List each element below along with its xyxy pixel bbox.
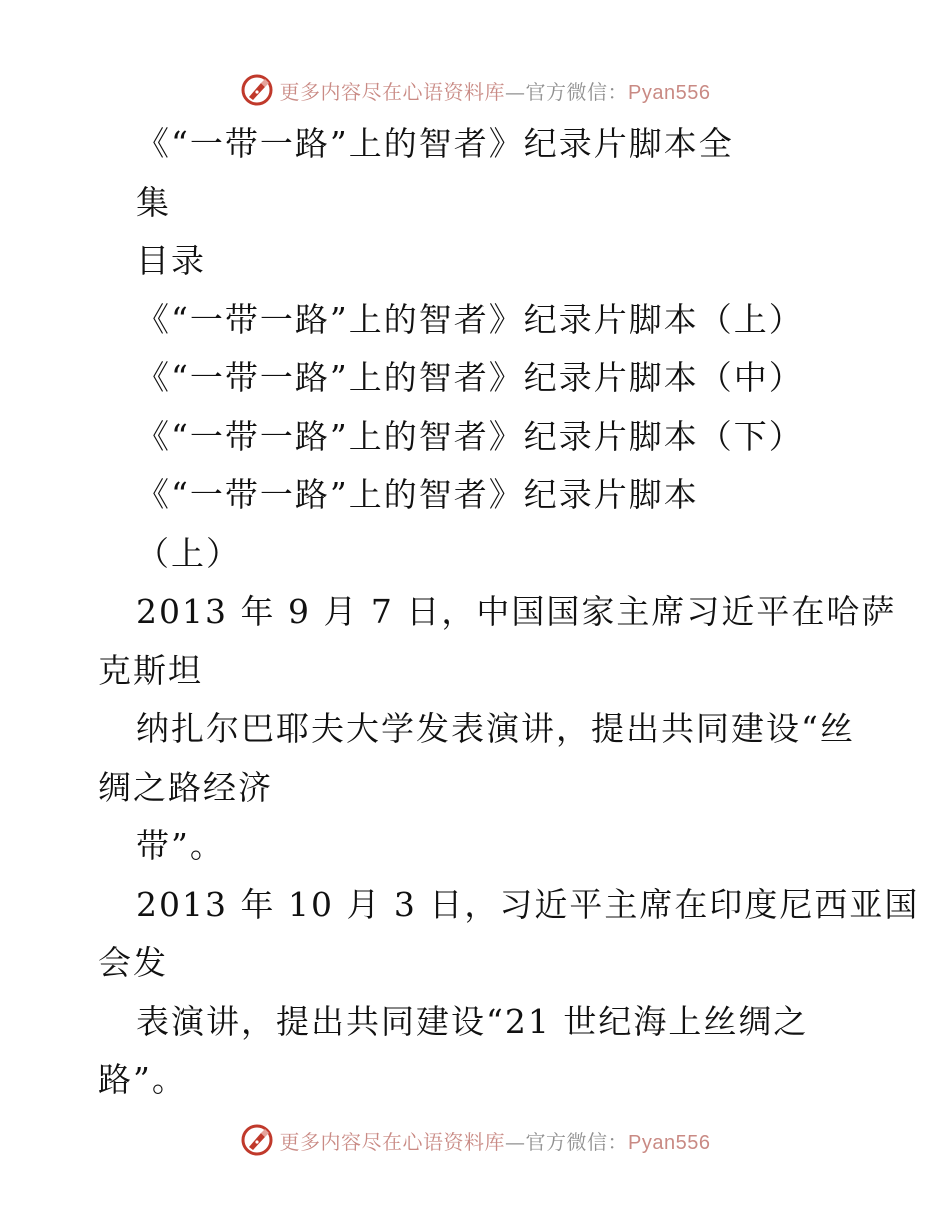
paragraph-5-line-2: 路”。 [98, 1060, 187, 1099]
toc-item-1: 《“一带一路”上的智者》纪录片脚本（上） [136, 300, 804, 339]
header-wechat-id: Pyan556 [628, 81, 711, 104]
doc-title-line-2: 集 [136, 183, 171, 222]
paragraph-4-line-2: 会发 [98, 943, 168, 982]
paragraph-2-line-2: 绸之路经济 [98, 768, 273, 807]
paragraph-4-line-1: 2013 年 10 月 3 日，习近平主席在印度尼西亚国 [136, 885, 920, 924]
toc-heading: 目录 [136, 241, 206, 280]
section-heading-line-2: （上） [136, 534, 241, 573]
footer-banner [0, 1122, 950, 1158]
footer-wechat-id: Pyan556 [628, 1131, 711, 1154]
doc-title-line-1: 《“一带一路”上的智者》纪录片脚本全 [136, 124, 734, 163]
footer-text: 更多内容尽在心语资料库—官方微信：Pyan556 [279, 1129, 711, 1154]
header-text: 更多内容尽在心语资料库—官方微信：Pyan556 [279, 79, 711, 104]
pen-nib-icon [240, 73, 274, 107]
paragraph-2-line-1: 纳扎尔巴耶夫大学发表演讲，提出共同建设“丝 [136, 709, 855, 748]
toc-item-3: 《“一带一路”上的智者》纪录片脚本（下） [136, 417, 804, 456]
pen-nib-icon [240, 1123, 274, 1157]
paragraph-1-line-2: 克斯坦 [98, 651, 203, 690]
header-banner [0, 72, 950, 108]
section-heading-line-1: 《“一带一路”上的智者》纪录片脚本 [136, 475, 699, 514]
toc-item-2: 《“一带一路”上的智者》纪录片脚本（中） [136, 358, 804, 397]
paragraph-5-line-1: 表演讲，提出共同建设“21 世纪海上丝绸之 [136, 1002, 809, 1041]
paragraph-3-line-1: 带”。 [136, 826, 225, 865]
paragraph-1-line-1: 2013 年 9 月 7 日，中国国家主席习近平在哈萨 [136, 592, 897, 631]
